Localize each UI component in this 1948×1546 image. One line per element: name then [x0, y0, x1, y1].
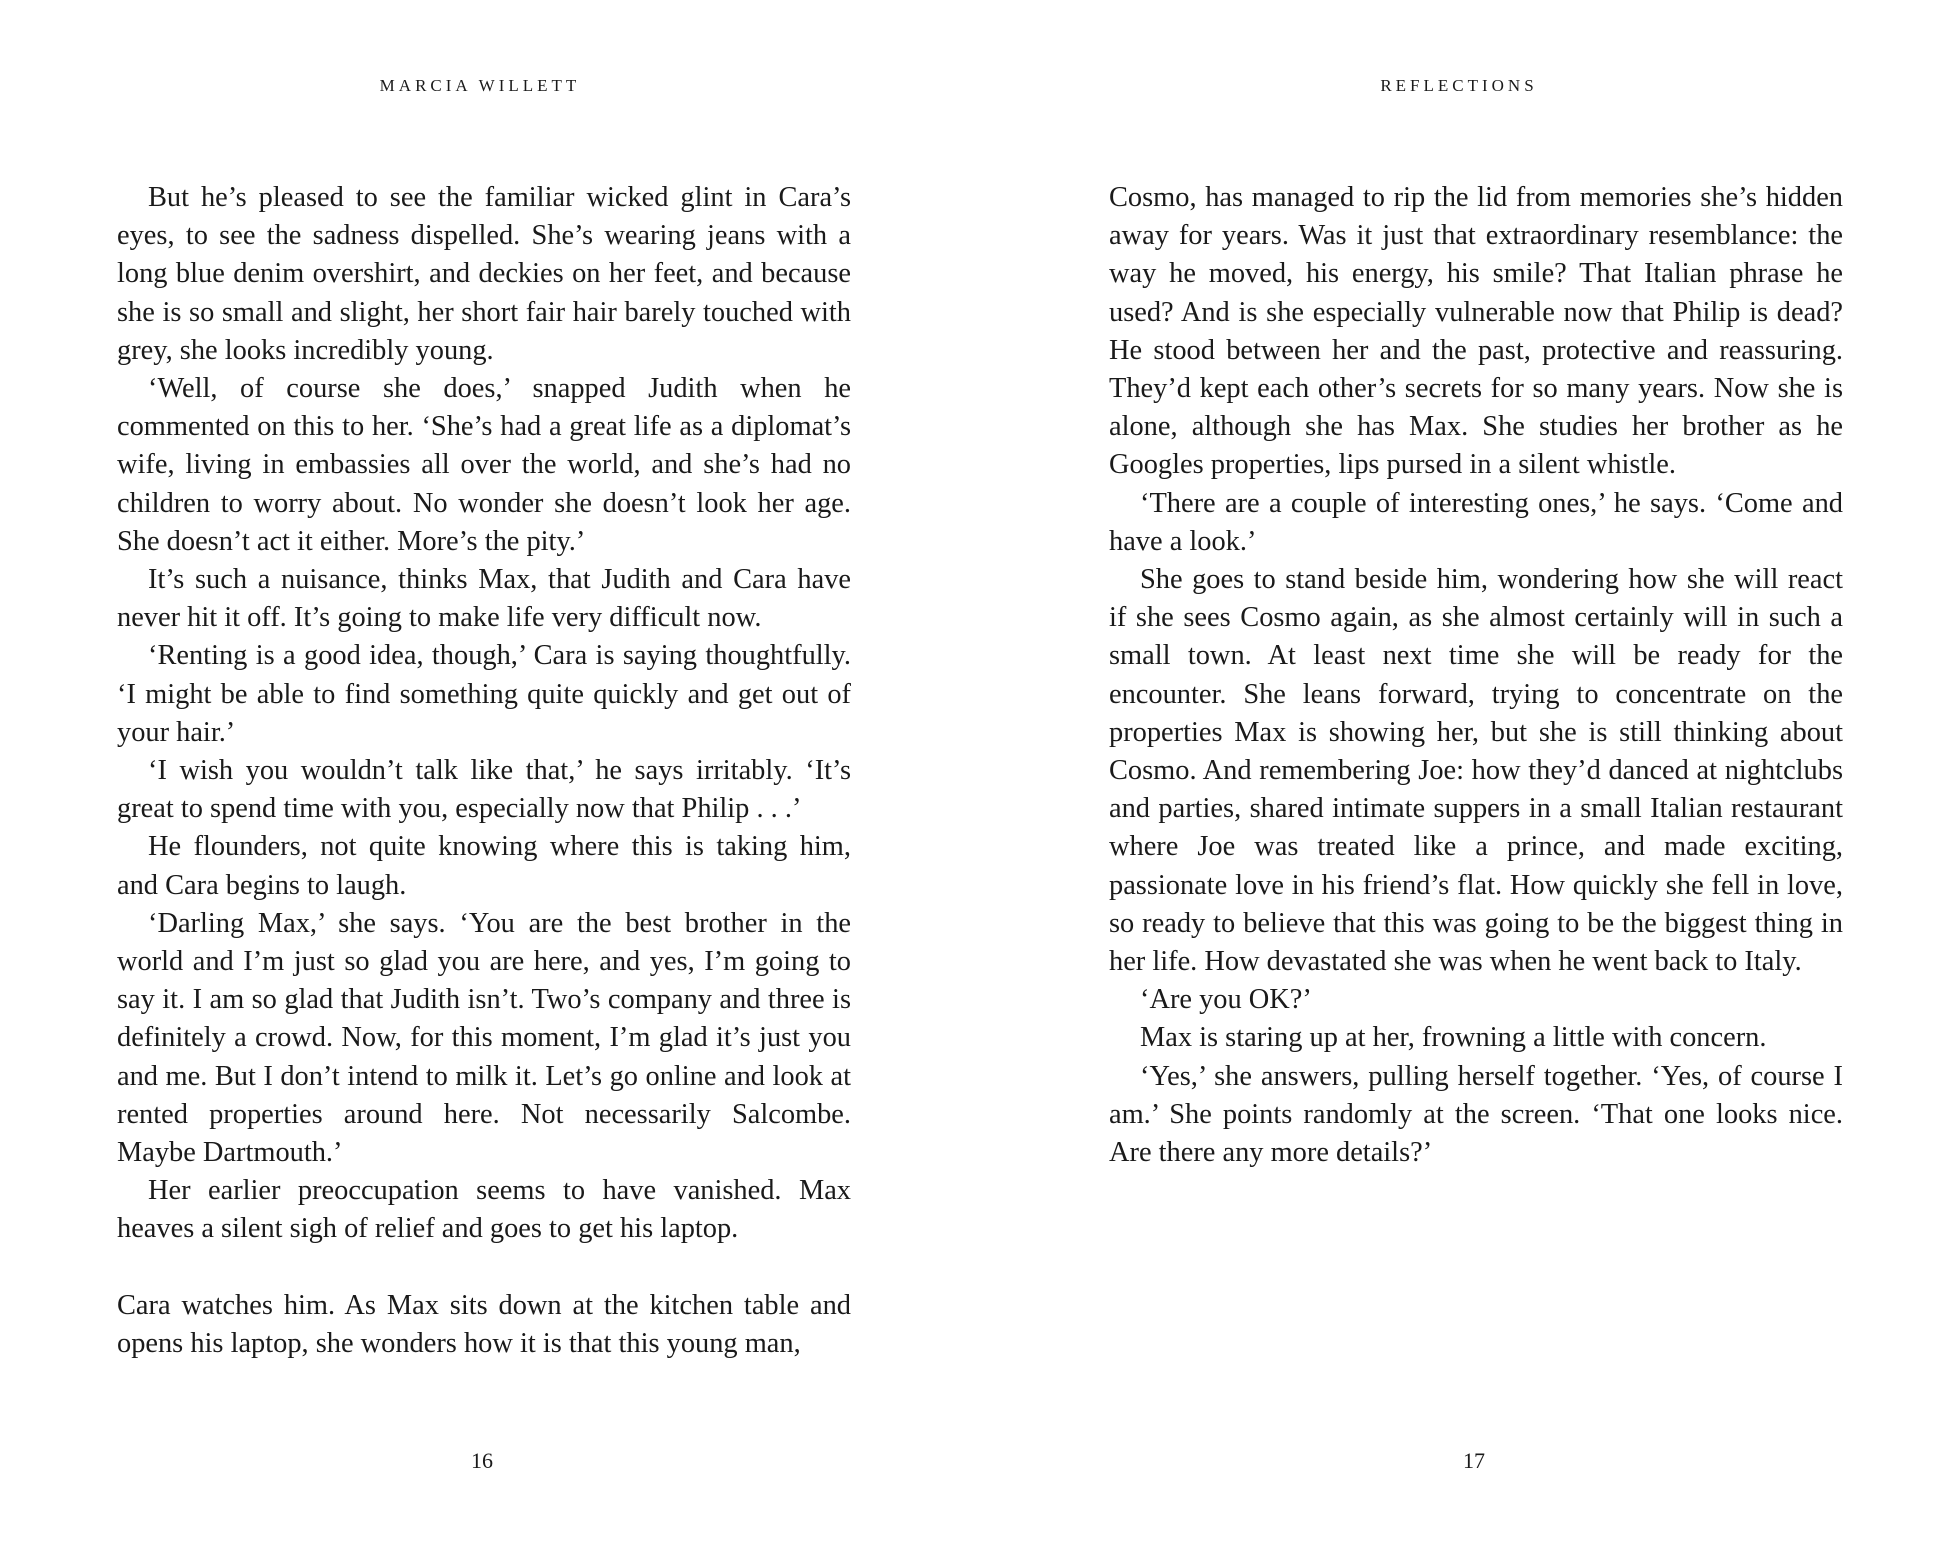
paragraph: It’s such a nuisance, thinks Max, that Judith and Cara have never hit it off. It’s going to make life very difficult now.: [117, 564, 851, 634]
paragraph: ‘Darling Max,’ she says. ‘You are the best brother in the world and I’m just so glad you are here, and yes, I’m going to say it. I am so glad that Judith isn’t. Two’s company and three is definitely a crowd. Now, for this moment, I’m glad it’s just you and me. But I don’t intend to milk it. Let’s go online and look at rented properties around here. Not necessarily Salcombe. Maybe Dartmouth.’: [117, 907, 851, 1169]
paragraph-section-break: Cara watches him. As Max sits down at the kitchen table and opens his laptop, she wonders how it is that this young man,: [117, 1289, 851, 1359]
paragraph: ‘Are you OK?’: [1140, 984, 1312, 1016]
paragraph: ‘I wish you wouldn’t talk like that,’ he says irritably. ‘It’s great to spend time with you, especially now that Philip . . .’: [117, 755, 851, 825]
page-number: 16: [471, 1448, 493, 1473]
running-head-title: REFLECTIONS: [1380, 76, 1538, 95]
right-page: [974, 0, 1948, 1546]
paragraph: But he’s pleased to see the familiar wicked glint in Cara’s eyes, to see the sadness dispelled. She’s wearing jeans with a long blue denim overshirt, and deckies on her feet, and because she is so small and slight, her short fair hair barely touched with grey, she looks incredibly young.: [117, 182, 851, 366]
paragraph: Max is staring up at her, frowning a little with concern.: [1140, 1022, 1767, 1054]
paragraph: He flounders, not quite knowing where this is taking him, and Cara begins to laugh.: [117, 831, 851, 901]
running-head-author: MARCIA WILLETT: [379, 76, 581, 95]
paragraph: ‘There are a couple of interesting ones,’ he says. ‘Come and have a look.’: [1109, 487, 1843, 557]
page-number: 17: [1463, 1448, 1485, 1473]
paragraph-continued: Cosmo, has managed to rip the lid from memories she’s hidden away for years. Was it just that extraordinary resemblance: the way he moved, his energy, his smile? That Italian phrase he used? And is she especially vulnerable now that Philip is dead? He stood between her and the past, protective and reassuring. They’d kept each other’s secrets for so many years. Now she is alone, although she has Max. She studies her brother as he Googles properties, lips pursed in a silent whistle.: [1109, 182, 1843, 481]
paragraph: ‘Yes,’ she answers, pulling herself together. ‘Yes, of course I am.’ She points randomly at the screen. ‘That one looks nice. Are there any more details?’: [1109, 1060, 1843, 1169]
paragraph: She goes to stand beside him, wondering how she will react if she sees Cosmo again, as she almost certainly will in such a small town. At least next time she will be ready for the encounter. She leans forward, trying to concentrate on the properties Max is showing her, but she is still thinking about Cosmo. And remembering Joe: how they’d danced at nightclubs and parties, shared intimate suppers in a small Italian restaurant where Joe was treated like a prince, and made exciting, passionate love in his friend’s flat. How quickly she fell in love, so ready to believe that this was going to be the biggest thing in her life. How devastated she was when he went back to Italy.: [1109, 564, 1843, 978]
paragraph: ‘Renting is a good idea, though,’ Cara is saying thoughtfully. ‘I might be able to find something quite quickly and get out of your hair.’: [117, 640, 851, 748]
paragraph: Her earlier preoccupation seems to have vanished. Max heaves a silent sigh of relief and goes to get his laptop.: [117, 1175, 851, 1245]
right-body-text: [1109, 179, 1843, 1172]
left-body-text: [117, 179, 851, 1363]
paragraph: ‘Well, of course she does,’ snapped Judith when he commented on this to her. ‘She’s had a great life as a diplomat’s wife, living in embassies all over the world, and she’s had no children to worry about. No wonder she doesn’t look her age. She doesn’t act it either. More’s the pity.’: [117, 373, 851, 557]
